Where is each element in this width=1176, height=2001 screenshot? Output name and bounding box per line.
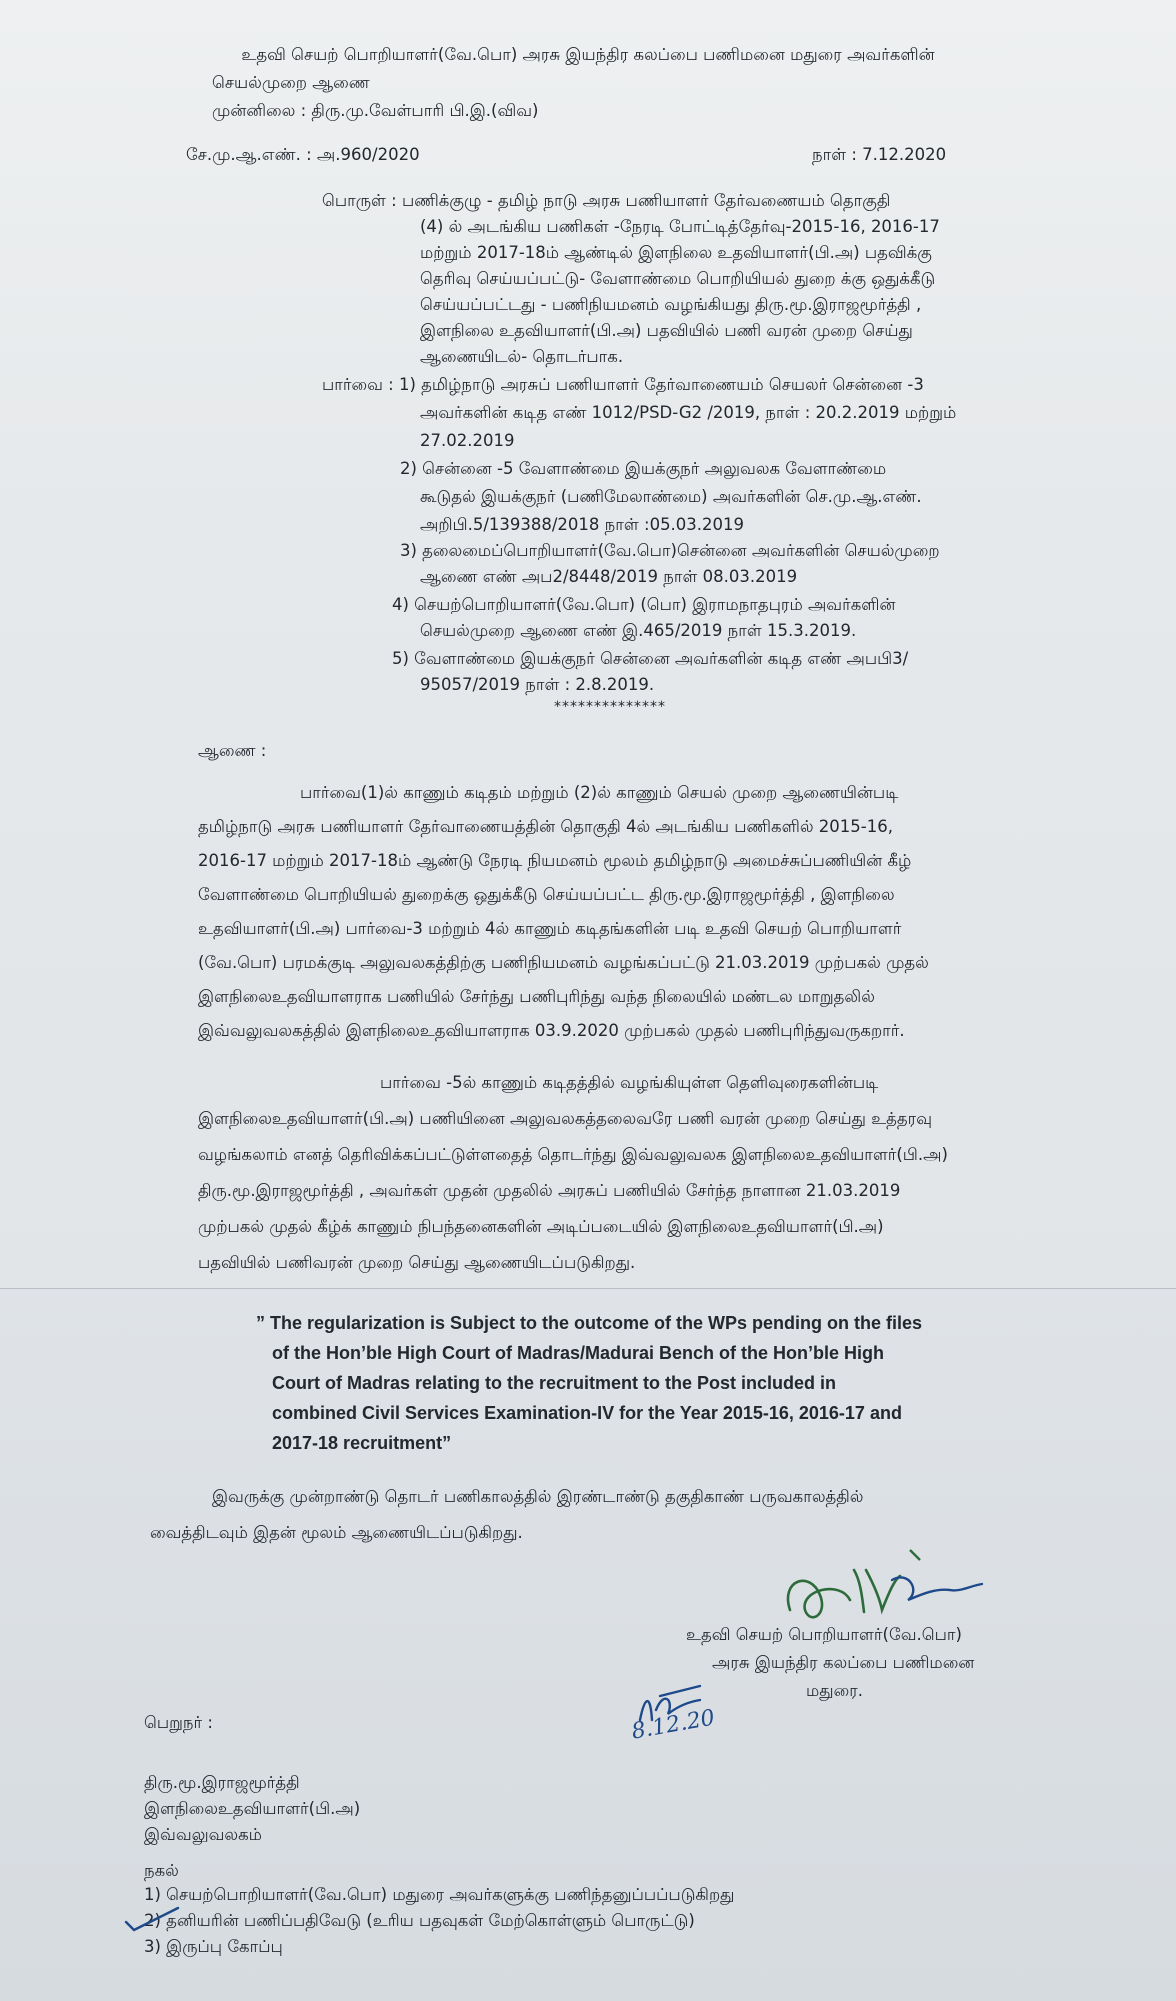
order-para1-line-2: தமிழ்நாடு அரசு பணியாளர் தேர்வாணையத்தின் தொகுதி 4ல் அடங்கிய பணிகளில் 2015-16, (198, 817, 893, 836)
order-heading: ஆணை : (198, 741, 267, 760)
reference-date: நாள் : 7.12.2020 (812, 145, 947, 164)
reference-number: சே.மு.ஆ.எண். : அ.960/2020 (186, 145, 420, 164)
reference-item-1-line-2: அவர்களின் கடித எண் 1012/PSD-G2 /2019, நாள் : 20.2.2019 மற்றும் (420, 403, 957, 422)
quote-line-2: of the Hon’ble High Court of Madras/Madurai Bench of the Hon’ble High (272, 1343, 884, 1363)
reference-item-2-line-2: கூடுதல் இயக்குநர் (பணிமேலாண்மை) அவர்களின் செ.மு.ஆ.எண். (420, 487, 922, 506)
reference-item-4-line-2: செயல்முறை ஆணை எண் இ.465/2019 நாள் 15.3.2019. (420, 621, 857, 640)
reference-item-4: 4) செயற்பொறியாளர்(வே.பொ) (பொ) இராமநாதபுரம் அவர்களின் (392, 595, 896, 614)
header-line-3: முன்னிலை : திரு.மு.வேள்பாரி பி.இ.(விவ) (212, 101, 539, 120)
subject-line-7: ஆணையிடல்- தொடர்பாக. (420, 347, 624, 366)
reference-item-1-line-3: 27.02.2019 (420, 431, 515, 450)
signatory-line-2: அரசு இயந்திர கலப்பை பணிமனை (712, 1653, 975, 1672)
order-para2-line-2: இளநிலைஉதவியாளர்(பி.அ) பணியினை அலுவலகத்தலைவரே பணி வரன் முறை செய்து உத்தரவு (198, 1109, 932, 1128)
quote-line-3: Court of Madras relating to the recruitment to the Post included in (272, 1373, 837, 1393)
reference-item-2-line-3: அறிபி.5/139388/2018 நாள் :05.03.2019 (420, 515, 745, 534)
copy-line-1: 1) செயற்பொறியாளர்(வே.பொ) மதுரை அவர்களுக்கு பணிந்தனுப்பப்படுகிறது (144, 1885, 735, 1904)
recipient-line-3: இவ்வலுவலகம் (144, 1825, 262, 1844)
probation-line-1: இவருக்கு முன்றாண்டு தொடர் பணிகாலத்தில் இரண்டாண்டு தகுதிகாண் பருவகாலத்தில் (212, 1487, 864, 1506)
order-para2-line-3: வழங்கலாம் எனத் தெரிவிக்கப்பட்டுள்ளதைத் தொடர்ந்து இவ்வலுவலக இளநிலைஉதவியாளர்(பி.அ) (198, 1145, 948, 1164)
reference-item-3-line-2: ஆணை எண் அப2/8448/2019 நாள் 08.03.2019 (420, 567, 798, 586)
subject-line-2: (4) ல் அடங்கிய பணிகள் -நேரடி போட்டித்தேர்வு-2015-16, 2016-17 (420, 217, 940, 236)
order-para2-line-4: திரு.மூ.இராஜமூர்த்தி , அவர்கள் முதன் முதலில் அரசுப் பணியில் சேர்ந்த நாளான 21.03.2019 (198, 1181, 901, 1200)
order-para2-line-1: பார்வை -5ல் காணும் கடிதத்தில் வழங்கியுள்ள தெளிவுரைகளின்படி (380, 1073, 879, 1092)
header-line-1: உதவி செயற் பொறியாளர்(வே.பொ) அரசு இயந்திர கலப்பை பணிமனை மதுரை அவர்களின் (241, 45, 935, 64)
order-para1-line-1: பார்வை(1)ல் காணும் கடிதம் மற்றும் (2)ல் காணும் செயல் முறை ஆணையின்படி (300, 783, 899, 802)
order-para1-line-4: வேளாண்மை பொறியியல் துறைக்கு ஒதுக்கீடு செய்யப்பட்ட திரு.மூ.இராஜமூர்த்தி , இளநிலை (198, 885, 895, 904)
subject-line-1: பொருள் : பணிக்குழு - தமிழ் நாடு அரசு பணியாளர் தேர்வணையம் தொகுதி (322, 191, 891, 210)
copy-line-2: 2) தனியரின் பணிப்பதிவேடு (உரிய பதவுகள் மேற்கொள்ளும் பொருட்டு) (144, 1911, 695, 1930)
header-line-2: செயல்முறை ஆணை (212, 73, 370, 92)
quote-line-4: combined Civil Services Examination-IV for the Year 2015-16, 2016-17 and (272, 1403, 902, 1423)
signatory-line-3: மதுரை. (806, 1681, 863, 1700)
separator-stars: ************** (554, 699, 666, 715)
handwritten-date: 8.12.20 (629, 1705, 717, 1745)
recipient-line-1: திரு.மூ.இராஜமூர்த்தி (144, 1773, 300, 1792)
order-para1-line-8: இவ்வலுவலகத்தில் இளநிலைஉதவியாளராக 03.9.2020 முற்பகல் முதல் பணிபுரிந்துவருகறார். (198, 1021, 905, 1040)
signatory-line-1: உதவி செயற் பொறியாளர்(வே.பொ) (686, 1625, 962, 1644)
copy-heading: நகல் (144, 1861, 179, 1880)
subject-line-3: மற்றும் 2017-18ம் ஆண்டில் இளநிலை உதவியாளர்(பி.அ) பதவிக்கு (420, 243, 932, 262)
order-para1-line-5: உதவியாளர்(பி.அ) பார்வை-3 மற்றும் 4ல் காணும் கடிதங்களின் படி உதவி செயற் பொறியாளர் (198, 919, 902, 938)
reference-item-5-line-2: 95057/2019 நாள் : 2.8.2019. (420, 675, 655, 694)
reference-item-2: 2) சென்னை -5 வேளாண்மை இயக்குநர் அலுவலக வேளாண்மை (400, 459, 887, 478)
reference-item-3: 3) தலைமைப்பொறியாளர்(வே.பொ)சென்னை அவர்களின் செயல்முறை (400, 541, 940, 560)
order-para1-line-7: இளநிலைஉதவியாளராக பணியில் சேர்ந்து பணிபுரிந்து வந்த நிலையில் மண்டல மாறுதலில் (198, 987, 875, 1006)
quote-line-1: ” The regularization is Subject to the outcome of the WPs pending on the files (256, 1313, 923, 1333)
recipient-line-2: இளநிலைஉதவியாளர்(பி.அ) (144, 1799, 361, 1818)
quote-line-5: 2017-18 recruitment” (272, 1433, 452, 1453)
order-para1-line-6: (வே.பொ) பரமக்குடி அலுவலகத்திற்கு பணிநியமனம் வழங்கப்பட்டு 21.03.2019 முற்பகல் முதல் (198, 953, 929, 972)
recipient-heading: பெறுநர் : (144, 1713, 213, 1732)
subject-line-6: இளநிலை உதவியாளர்(பி.அ) பதவியில் பணி வரன் முறை செய்து (420, 321, 913, 340)
reference-item-1: பார்வை : 1) தமிழ்நாடு அரசுப் பணியாளர் தேர்வாணையம் செயலர் சென்னை -3 (322, 375, 924, 394)
reference-item-5: 5) வேளாண்மை இயக்குநர் சென்னை அவர்களின் கடித எண் அபபி3/ (392, 649, 909, 668)
subject-line-4: தெரிவு செய்யப்பட்டு- வேளாண்மை பொறியியல் துறை க்கு ஒதுக்கீடு (420, 269, 936, 288)
order-para2-line-5: முற்பகல் முதல் கீழ்க் காணும் நிபந்தனைகளின் அடிப்படையில் இளநிலைஉதவியாளர்(பி.அ) (198, 1217, 884, 1236)
order-para2-line-6: பதவியில் பணிவரன் முறை செய்து ஆணையிடப்படுகிறது. (198, 1253, 636, 1272)
copy-line-3: 3) இருப்பு கோப்பு (144, 1937, 283, 1956)
order-para1-line-3: 2016-17 மற்றும் 2017-18ம் ஆண்டு நேரடி நியமனம் மூலம் தமிழ்நாடு அமைச்சுப்பணியின் கீழ் (198, 851, 912, 870)
tick-mark (122, 1904, 182, 1934)
probation-line-2: வைத்திடவும் இதன் மூலம் ஆணையிடப்படுகிறது. (150, 1523, 523, 1542)
subject-line-5: செய்யப்பட்டது - பணிநியமனம் வழங்கியது திரு.மூ.இராஜமூர்த்தி , (420, 295, 922, 314)
